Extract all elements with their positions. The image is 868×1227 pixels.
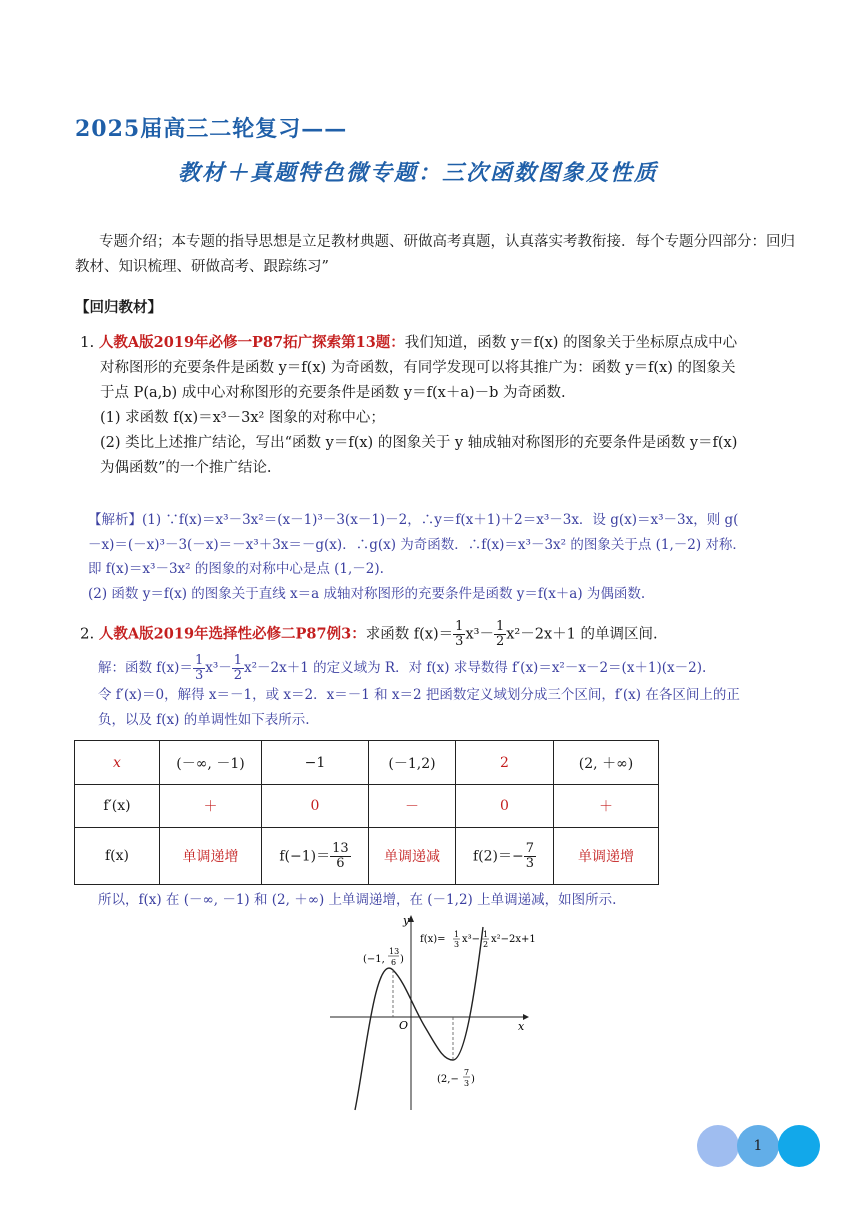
table-cell: 0 xyxy=(262,785,369,828)
table-cell: 0 xyxy=(456,785,554,828)
question-text: x³－ xyxy=(465,626,494,643)
solution-line: 即 f(x)＝x³－3x² 的图象的对称中心是点 (1,－2). xyxy=(88,561,384,577)
fraction: $\frac{1}{3}$ xyxy=(455,619,464,649)
table-cell: 单调递增 xyxy=(554,828,659,885)
table-row xyxy=(75,741,659,785)
table-cell: −1 xyxy=(262,741,369,785)
table-cell xyxy=(456,828,554,885)
document-title-line2: 教材＋真题特色微专题：三次函数图象及性质 xyxy=(178,160,659,186)
solution-line: 解：函数 f(x)＝ xyxy=(98,660,193,676)
sign-table xyxy=(74,740,659,885)
question-text: 我们知道，函数 y＝f(x) 的图象关于坐标原点成中心 xyxy=(404,335,738,351)
page-decoration-circle xyxy=(778,1125,820,1167)
min-point-label: ) xyxy=(471,1074,475,1085)
question-number: 1. xyxy=(80,333,95,351)
question-number: 2. xyxy=(80,624,95,643)
table-cell: ＋ xyxy=(160,785,262,828)
fraction-numerator: 13 xyxy=(389,947,400,956)
fraction: $\frac{1}{2}$ xyxy=(233,653,243,683)
solution-line: －x)＝(－x)³－3(－x)＝－x³＋3x＝－g(x)．∴g(x) 为奇函数．∴f(x)＝x³－3x² 的图象关于点 (1,－2) 对称． xyxy=(88,536,746,553)
fraction: $\frac{7}{3}$ xyxy=(525,840,535,871)
table-cell: (－∞, －1) xyxy=(160,741,262,785)
table-row xyxy=(75,785,659,828)
solution-1 xyxy=(88,508,800,606)
x-axis-label: x xyxy=(518,1020,525,1033)
cell-text: f(−1)＝ xyxy=(279,848,331,864)
function-label: x²−2x+1 xyxy=(491,934,536,945)
question-text: x²－2x＋1 的单调区间. xyxy=(506,626,658,643)
fraction-denominator: 3 xyxy=(454,940,460,949)
fraction-denominator: 3 xyxy=(464,1079,470,1088)
cell-text: f(2)＝− xyxy=(472,848,524,864)
table-cell: ＋ xyxy=(554,785,659,828)
fraction: $\frac{1}{2}$ xyxy=(495,619,505,649)
solution-line: (1) ∵f(x)＝x³－3x²＝(x－1)³－3(x－1)－2，∴y＝f(x＋1)＋2＝x³－3x．设 g(x)＝x³－3x，则 g( xyxy=(142,512,739,528)
question-source: 人教A版2019年选择性必修二P87例3： xyxy=(98,625,366,643)
question-source: 人教A版2019年必修一P87拓广探索第13题： xyxy=(98,334,405,351)
question-1 xyxy=(80,330,800,481)
table-cell: (－1,2) xyxy=(369,741,456,785)
page-number: 1 xyxy=(753,1138,763,1154)
fraction-numerator: 1 xyxy=(454,930,460,939)
table-cell: 2 xyxy=(456,741,554,785)
solution-line: 负，以及 f(x) 的单调性如下表所示. xyxy=(98,712,310,728)
max-point-label: ) xyxy=(400,954,404,965)
fraction-denominator: 6 xyxy=(391,958,397,967)
table-row xyxy=(75,828,659,885)
table-cell: － xyxy=(369,785,456,828)
table-cell: (2, ＋∞) xyxy=(554,741,659,785)
document-title-line1: 2025届高三二轮复习—— xyxy=(75,116,348,142)
table-cell: 单调递增 xyxy=(160,828,262,885)
table-cell: x xyxy=(75,741,160,785)
solution-line: (2) 函数 y＝f(x) 的图象关于直线 x＝a 成轴对称图形的充要条件是函数 y＝f(x＋a) 为偶函数. xyxy=(88,585,646,602)
origin-label: O xyxy=(399,1019,409,1032)
fraction-denominator: 2 xyxy=(483,940,489,949)
question-2 xyxy=(80,620,800,649)
max-point-label: (−1, xyxy=(363,954,385,965)
fraction-numerator: 7 xyxy=(464,1068,470,1077)
y-axis-label: y xyxy=(403,914,410,927)
fraction: $\frac{13}{6}$ xyxy=(332,840,349,871)
question-part-1: (1) 求函数 f(x)＝x³－3x² 图象的对称中心； xyxy=(100,410,385,426)
solution-tag: 【解析】 xyxy=(88,512,142,528)
section-heading: 【回归教材】 xyxy=(75,299,162,316)
question-part-2: (2) 类比上述推广结论，写出“函数 y＝f(x) 的图象关于 y 轴成轴对称图形的充要条件是函数 y＝f(x) xyxy=(100,435,738,451)
solution-line: x³－ xyxy=(205,660,232,676)
fraction: $\frac{1}{3}$ xyxy=(194,653,204,683)
solution-2 xyxy=(98,654,798,733)
fraction-numerator: 1 xyxy=(483,930,489,939)
function-label: f(x)= xyxy=(420,934,446,945)
question-text: 对称图形的充要条件是函数 y＝f(x) 为奇函数，有同学发现可以将其推广为：函数 y＝f(x) 的图象关 xyxy=(100,360,736,376)
min-point-label: (2,− xyxy=(437,1074,459,1085)
question-text: 求函数 f(x)＝ xyxy=(365,626,454,643)
function-graph xyxy=(325,912,545,1112)
question-text: 于点 P(a,b) 成中心对称图形的充要条件是函数 y＝f(x＋a)－b 为奇函数. xyxy=(100,385,566,401)
solution-line: 令 f′(x)＝0，解得 x＝－1，或 x＝2．x＝－1 和 x＝2 把函数定义域划分成三个区间，f′(x) 在各区间上的正 xyxy=(98,687,740,703)
table-cell xyxy=(262,828,369,885)
table-cell: f′(x) xyxy=(75,785,160,828)
function-label: x³− xyxy=(462,934,481,945)
solution-conclusion: 所以，f(x) 在 (－∞, －1) 和 (2, ＋∞) 上单调递增，在 (－1,2) 上单调递减，如图所示. xyxy=(98,892,617,908)
table-cell: 单调递减 xyxy=(369,828,456,885)
solution-line: x²－2x＋1 的定义域为 R．对 f(x) 求导数得 f′(x)＝x²－x－2＝(x＋1)(x－2). xyxy=(244,660,707,676)
table-cell: f(x) xyxy=(75,828,160,885)
page-decoration-circle xyxy=(697,1125,739,1167)
topic-introduction: 专题介绍；本专题的指导思想是立足教材典题、研做高考真题，认真落实考教衔接．每个专题分四部分：回归教材、知识梳理、研做高考、跟踪练习” xyxy=(75,234,795,275)
question-part-2-cont: 为偶函数”的一个推广结论. xyxy=(100,460,272,476)
